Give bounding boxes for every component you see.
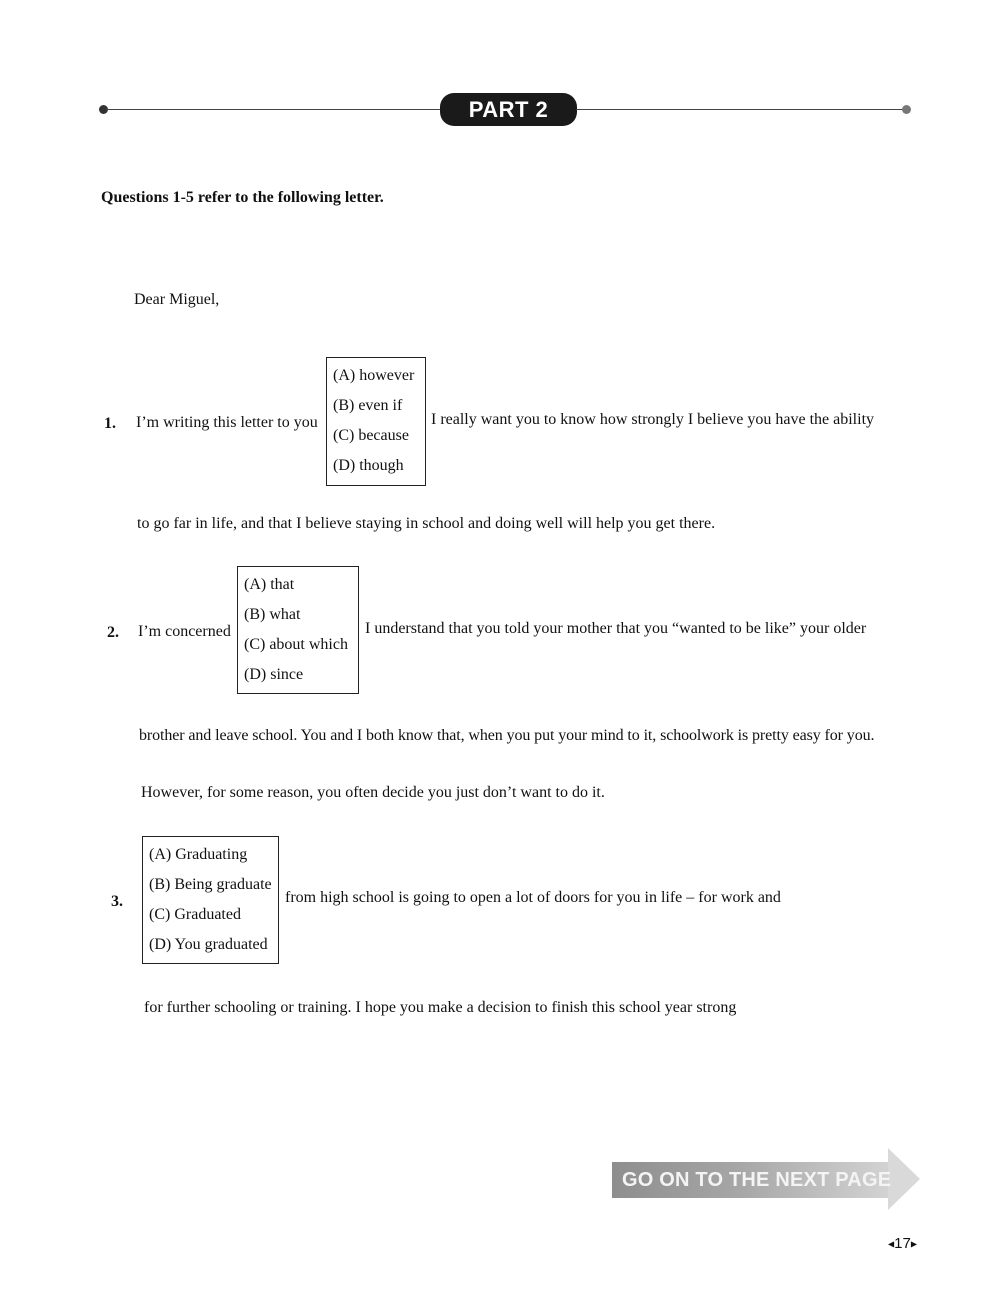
header-rule-right (576, 109, 904, 110)
next-page-label: GO ON TO THE NEXT PAGE (622, 1169, 892, 1191)
header-rule-left (106, 109, 442, 110)
page-number (888, 1235, 917, 1252)
q2-option-a[interactable]: (A) that (244, 576, 295, 593)
page-right-triangle-icon: ▶ (910, 1239, 917, 1249)
q3-text-after: from high school is going to open a lot of doors for you in life – for work and (285, 889, 781, 906)
part-label: PART 2 (440, 93, 577, 126)
q2-choice-box (237, 566, 359, 694)
q2-option-c[interactable]: (C) about which (244, 636, 348, 653)
q2-continuation-1: brother and leave school. You and I both know that, when you put your mind to it, schoolwork is pretty easy for you. (139, 727, 875, 744)
q1-number: 1. (104, 415, 116, 432)
q3-number: 3. (111, 893, 123, 910)
q3-option-c[interactable]: (C) Graduated (149, 906, 241, 923)
page-left-triangle-icon: ◀ (888, 1239, 895, 1249)
q2-number: 2. (107, 624, 119, 641)
q3-choice-box (142, 836, 279, 964)
q2-continuation-2: However, for some reason, you often decide you just don’t want to do it. (141, 784, 605, 801)
q1-choice-box (326, 357, 426, 486)
q2-text-before: I’m concerned (138, 623, 231, 640)
q1-option-c[interactable]: (C) because (333, 427, 409, 444)
q2-text-after: I understand that you told your mother that you “wanted to be like” your older (365, 620, 867, 637)
q1-option-b[interactable]: (B) even if (333, 397, 403, 414)
q3-option-b[interactable]: (B) Being graduate (149, 876, 272, 893)
rule-right-dot (902, 105, 911, 114)
q3-option-d[interactable]: (D) You graduated (149, 936, 268, 953)
page-number-value: 17 (894, 1235, 911, 1252)
instructions: Questions 1-5 refer to the following letter. (101, 189, 384, 206)
q1-text-after: I really want you to know how strongly I believe you have the ability (431, 411, 875, 428)
q1-option-a[interactable]: (A) however (333, 367, 415, 384)
q1-text-before: I’m writing this letter to you (136, 414, 318, 431)
q2-option-b[interactable]: (B) what (244, 606, 301, 623)
q3-continuation: for further schooling or training. I hope you make a decision to finish this school year strong (144, 999, 737, 1016)
next-page-arrow-icon (888, 1148, 920, 1210)
next-page-banner (612, 1148, 922, 1210)
q1-continuation: to go far in life, and that I believe staying in school and doing well will help you get there. (137, 515, 716, 532)
salutation: Dear Miguel, (134, 291, 220, 308)
q3-option-a[interactable]: (A) Graduating (149, 846, 248, 863)
q1-option-d[interactable]: (D) though (333, 457, 404, 474)
q2-option-d[interactable]: (D) since (244, 666, 304, 683)
